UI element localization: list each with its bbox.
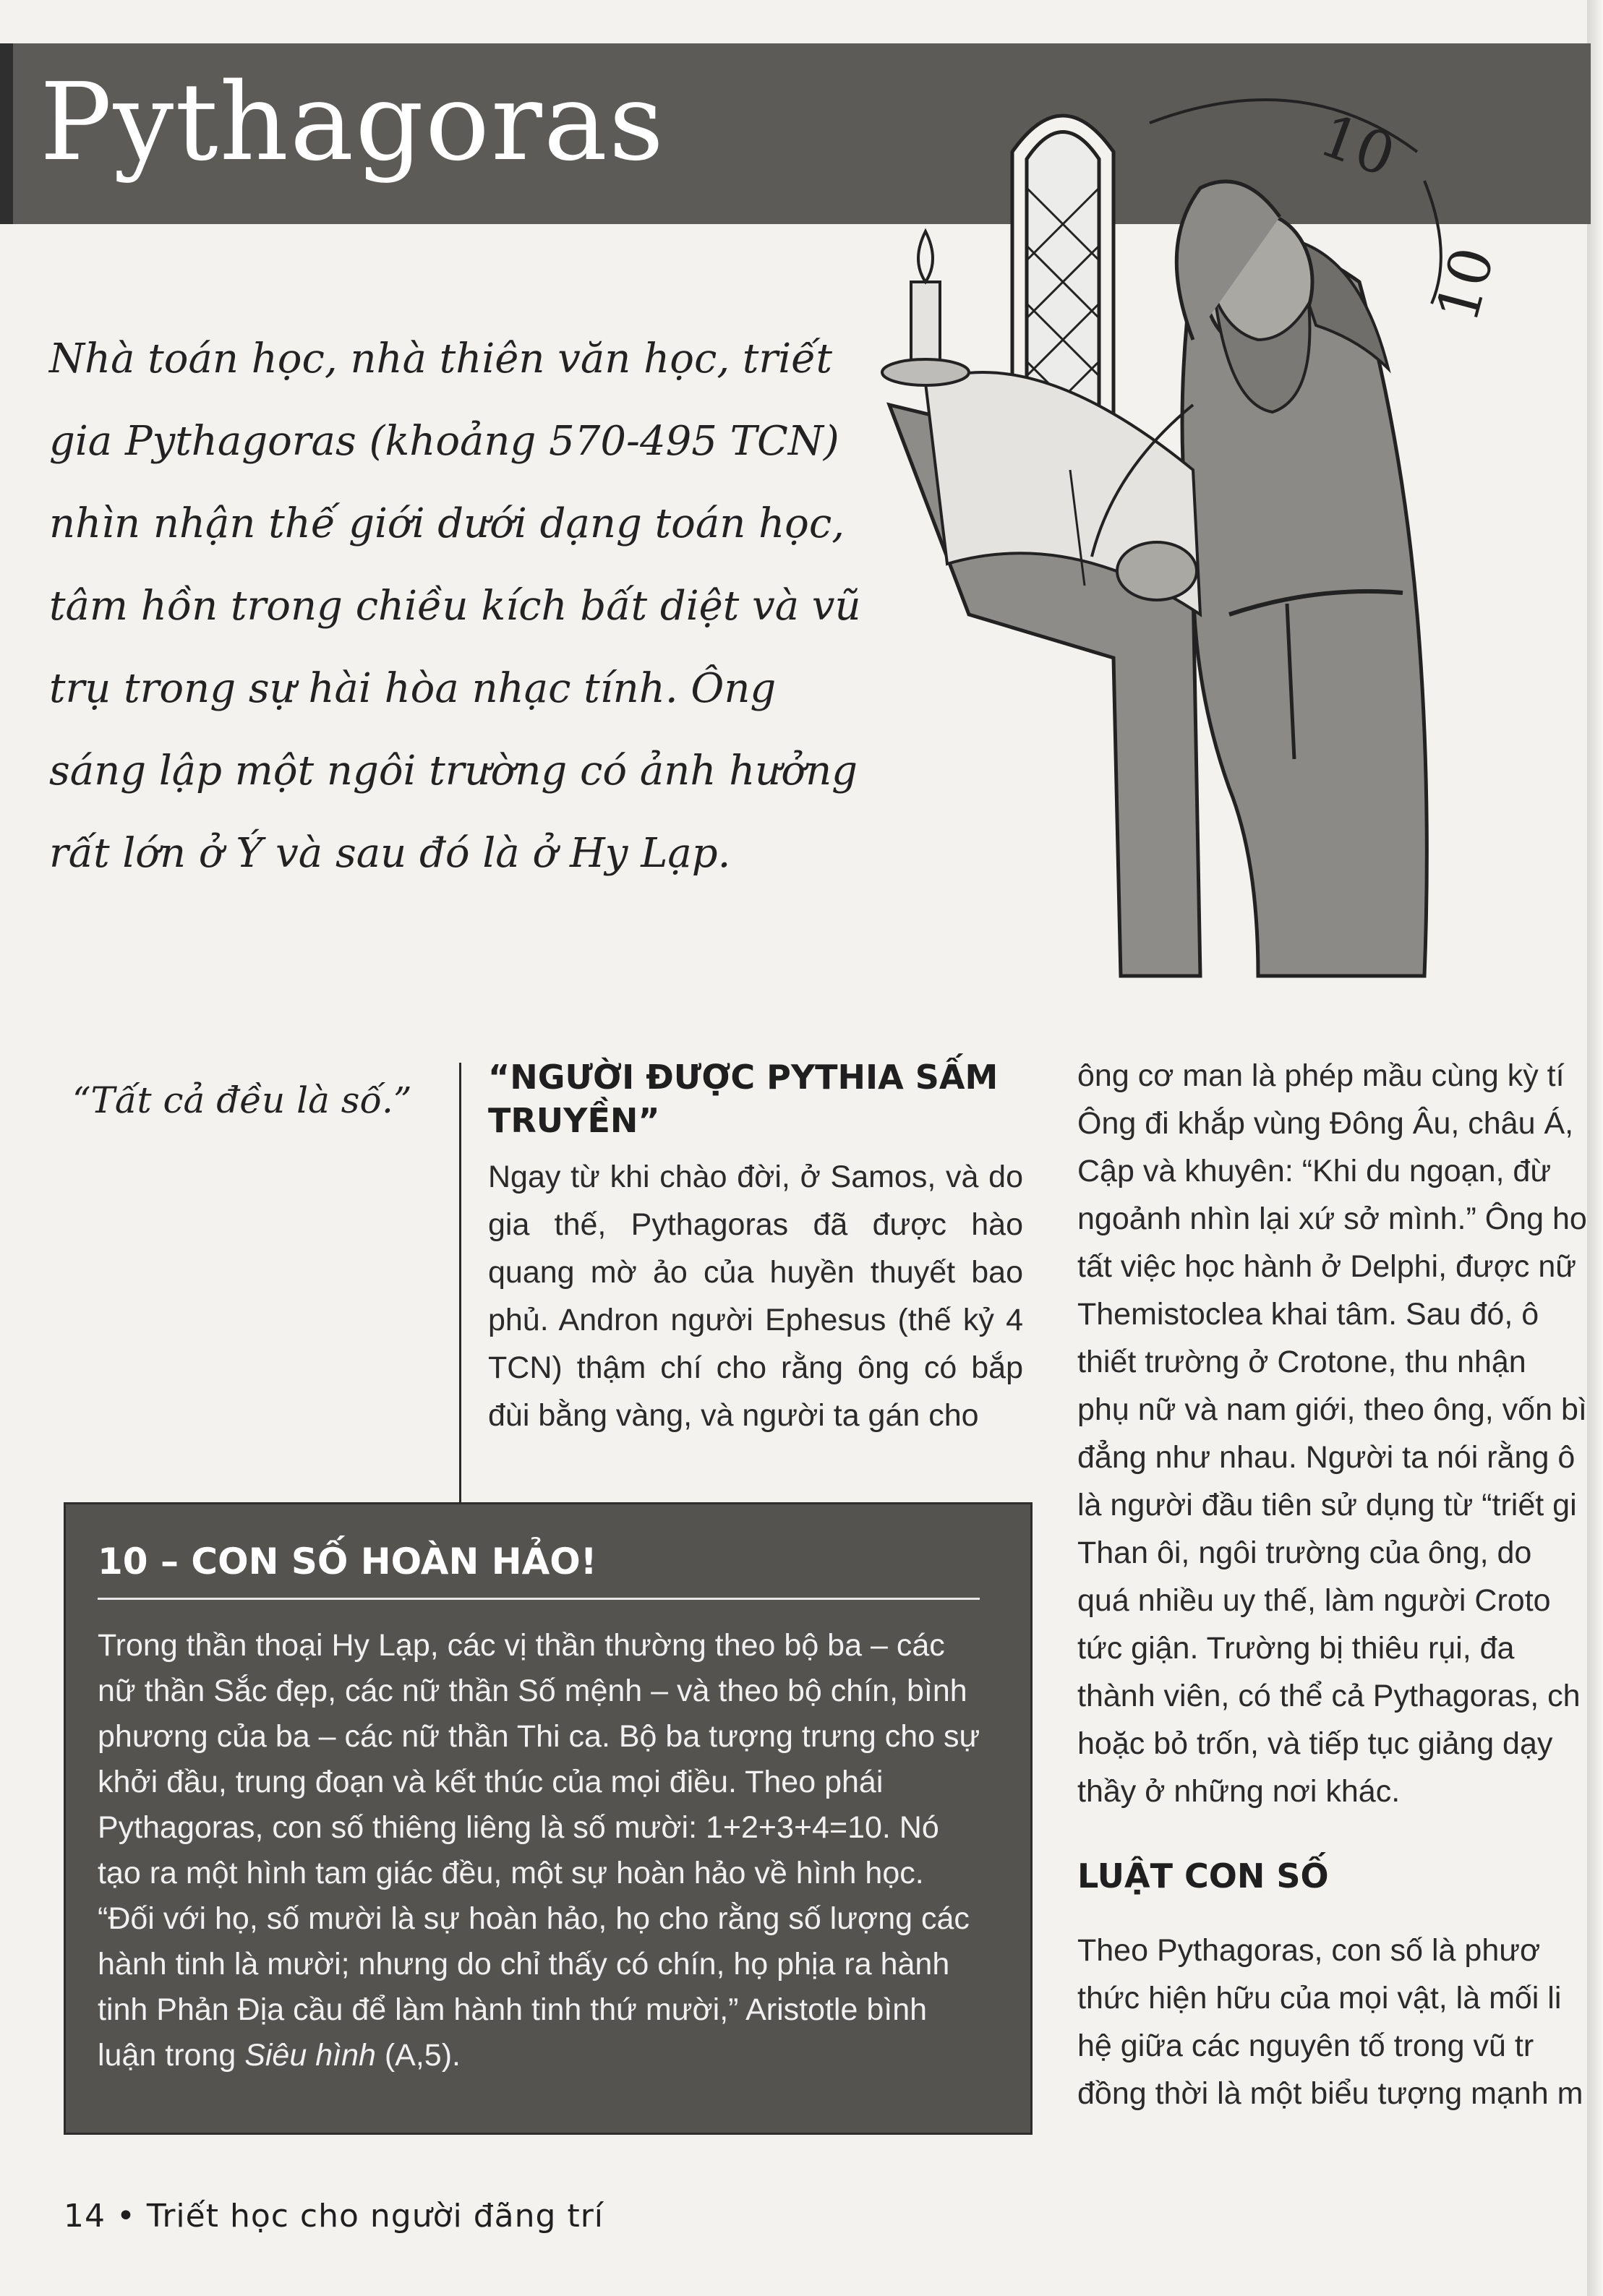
right-line: phụ nữ và nam giới, theo ông, vốn bì bbox=[1077, 1392, 1587, 1427]
title-accent bbox=[0, 43, 13, 224]
number-ten-side: 10 bbox=[1423, 240, 1508, 329]
section-text-law bbox=[1077, 1927, 1594, 2117]
law-line: đồng thời là một biểu tượng mạnh m bbox=[1077, 2076, 1583, 2111]
section-heading-pythia: “NGƯỜI ĐƯỢC PYTHIA SẤM TRUYỀN” bbox=[488, 1058, 999, 1140]
intro-paragraph: Nhà toán học, nhà thiên văn học, triết gia Pythagoras (khoảng 570-495 TCN) nhìn nhận thế giới dưới dạng toán học, tâm hồn trong chiều kích bất diệt và vũ trụ trong sự hài hòa nhạc tính. Ông sáng lập một ngôi trường có ảnh hưởng rất lớn ở Ý và sau đó là ở Hy Lạp. bbox=[49, 335, 861, 877]
pythia-paragraph: Ngay từ khi chào đời, ở Samos, và do gia thế, Pythagoras đã được hào quang mờ ảo của huyền thuyết bao phủ. Andron người Ephesus (thế kỷ 4 TCN) thậm chí cho rằng ông có bắp đùi bằng vàng, và người ta gán cho bbox=[488, 1160, 1023, 1433]
box-title-rule bbox=[98, 1598, 980, 1600]
number-ten-top: 10 bbox=[1311, 101, 1403, 190]
candle-drawing bbox=[882, 231, 969, 385]
section-text-pythia bbox=[488, 1153, 1023, 1439]
right-line: tức giận. Trường bị thiêu rụi, đa bbox=[1077, 1631, 1515, 1666]
pythagoras-quote: “Tất cả đều là số.” bbox=[72, 1079, 412, 1121]
right-line: Themistoclea khai tâm. Sau đó, ô bbox=[1077, 1297, 1539, 1332]
pythagoras-illustration bbox=[853, 65, 1591, 1005]
right-line: thành viên, có thể cả Pythagoras, ch bbox=[1077, 1679, 1581, 1713]
section-heading-law: LUẬT CON SỐ bbox=[1077, 1856, 1329, 1896]
right-line: ngoảnh nhìn lại xứ sở mình.” Ông ho bbox=[1077, 1201, 1587, 1236]
right-line: Ông đi khắp vùng Đông Âu, châu Á, bbox=[1077, 1106, 1574, 1141]
page-footer: 14 • Triết học cho người đãng trí bbox=[64, 2198, 604, 2235]
law-line: Theo Pythagoras, con số là phươ bbox=[1077, 1933, 1541, 1968]
right-line: là người đầu tiên sử dụng từ “triết gi bbox=[1077, 1488, 1577, 1522]
column-divider bbox=[459, 1063, 461, 1504]
right-column-text bbox=[1077, 1052, 1594, 1815]
right-line: tất việc học hành ở Delphi, được nữ bbox=[1077, 1249, 1577, 1284]
right-line: quá nhiều uy thế, làm người Croto bbox=[1077, 1583, 1551, 1618]
law-line: thức hiện hữu của mọi vật, là mối li bbox=[1077, 1981, 1562, 2016]
box-text-main: Trong thần thoại Hy Lạp, các vị thần thường theo bộ ba – các nữ thần Sắc đẹp, các nữ thần Số mệnh – và theo bộ chín, bình phương của ba – các nữ thần Thi ca. Bộ ba tượng trưng cho sự khởi đầu, trung đoạn và kết thúc của mọi điều. Theo phái Pythagoras, con số thiêng liêng là số mười: 1+2+3+4=10. Nó tạo ra một hình tam giác đều, một sự hoàn hảo về hình học. “Đối với họ, số mười là sự hoàn hảo, họ cho rằng số lượng các hành tinh là mười; nhưng do chỉ thấy có chín, họ phịa ra hành tinh Phản Địa cầu để làm hành tinh thứ mười,” Aristotle bình luận trong bbox=[98, 1628, 980, 2073]
box-text bbox=[98, 1623, 983, 2078]
right-line: ông cơ man là phép mầu cùng kỳ tí bbox=[1077, 1058, 1565, 1093]
right-line: Cập và khuyên: “Khi du ngoạn, đừ bbox=[1077, 1154, 1552, 1188]
right-line: đẳng như nhau. Người ta nói rằng ô bbox=[1077, 1440, 1576, 1475]
box-text-book-title: Siêu hình bbox=[244, 2038, 376, 2073]
right-line: thiết trường ở Crotone, thu nhận bbox=[1077, 1345, 1526, 1379]
page-title: Pythagoras bbox=[40, 60, 666, 184]
right-line: thầy ở những nơi khác. bbox=[1077, 1774, 1401, 1809]
law-line: hệ giữa các nguyên tố trong vũ tr bbox=[1077, 2029, 1534, 2063]
right-line: hoặc bỏ trốn, và tiếp tục giảng dạy bbox=[1077, 1726, 1553, 1761]
box-title: 10 – CON SỐ HOÀN HẢO! bbox=[98, 1541, 597, 1582]
box-text-citation: (A,5). bbox=[375, 2038, 461, 2073]
right-line: Than ôi, ngôi trường của ông, do bbox=[1077, 1535, 1532, 1570]
